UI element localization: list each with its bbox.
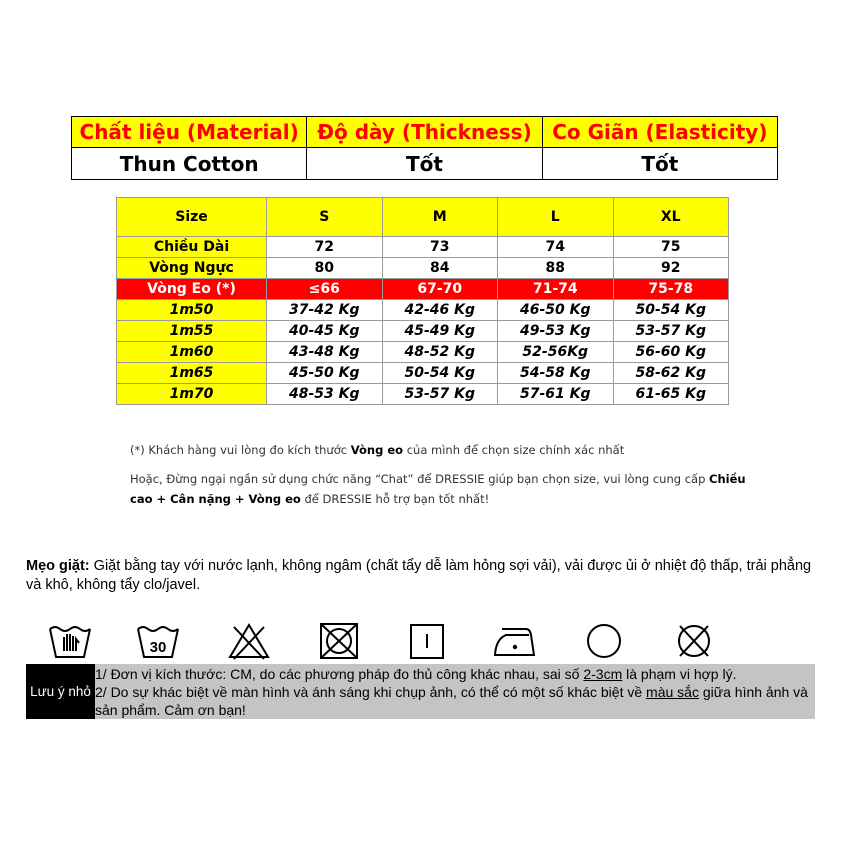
size-cell: 67-70 — [382, 279, 498, 300]
row-label: 1m60 — [117, 342, 267, 363]
size-header-cell: S — [267, 198, 383, 237]
row-label: Chiều Dài — [117, 237, 267, 258]
no-dry-clean-icon — [671, 621, 717, 661]
size-cell: 80 — [267, 258, 383, 279]
size-header-row — [117, 198, 729, 237]
notice-line-1: 1/ Đơn vị kích thước: CM, do các phương pháp đo thủ công khác nhau, sai số 2-3cm là phạm vi hợp lý. — [95, 666, 737, 682]
size-cell: 58-62 Kg — [613, 363, 729, 384]
size-cell: 42-46 Kg — [382, 300, 498, 321]
size-cell: 57-61 Kg — [498, 384, 614, 405]
hand-wash-icon — [47, 621, 93, 661]
care-tip-text: Giặt bằng tay với nước lạnh, không ngâm (chất tẩy dễ làm hỏng sợi vải), vải được ủi ở nhiệt độ thấp, trải phẳng và khô, không tẩy clo/javel. — [26, 558, 812, 593]
size-cell: 75 — [613, 237, 729, 258]
size-header-cell: M — [382, 198, 498, 237]
size-row-height-155 — [117, 321, 729, 342]
size-cell: 84 — [382, 258, 498, 279]
size-cell: ≤66 — [267, 279, 383, 300]
wash-temp-label: 30 — [149, 639, 167, 656]
size-row-waist — [117, 279, 729, 300]
size-cell: 49-53 Kg — [498, 321, 614, 342]
size-cell: 75-78 — [613, 279, 729, 300]
dry-clean-icon — [581, 621, 627, 661]
size-cell: 72 — [267, 237, 383, 258]
thickness-header: Độ dày (Thickness) — [307, 117, 542, 148]
wash-30-icon — [135, 621, 181, 661]
line-dry-icon — [404, 621, 450, 661]
row-label: 1m70 — [117, 384, 267, 405]
size-cell: 37-42 Kg — [267, 300, 383, 321]
notice-text — [95, 665, 813, 719]
size-cell: 52-56Kg — [498, 342, 614, 363]
size-cell: 50-54 Kg — [613, 300, 729, 321]
notice-box — [26, 664, 815, 719]
iron-low-heat-icon — [492, 621, 538, 661]
size-header-cell: XL — [613, 198, 729, 237]
material-header: Chất liệu (Material) — [72, 117, 307, 148]
size-header-cell: Size — [117, 198, 267, 237]
care-tip-label: Mẹo giặt: — [26, 558, 90, 574]
material-value-row — [72, 148, 778, 180]
no-tumble-dry-icon — [316, 621, 362, 661]
size-row-height-170 — [117, 384, 729, 405]
size-cell: 88 — [498, 258, 614, 279]
row-label: 1m50 — [117, 300, 267, 321]
size-cell: 43-48 Kg — [267, 342, 383, 363]
size-cell: 92 — [613, 258, 729, 279]
size-cell: 53-57 Kg — [382, 384, 498, 405]
size-cell: 48-53 Kg — [267, 384, 383, 405]
elasticity-header: Co Giãn (Elasticity) — [542, 117, 777, 148]
thickness-value: Tốt — [307, 148, 542, 180]
size-row-chest — [117, 258, 729, 279]
material-table — [71, 116, 778, 180]
size-row-height-165 — [117, 363, 729, 384]
size-cell: 61-65 Kg — [613, 384, 729, 405]
size-cell: 50-54 Kg — [382, 363, 498, 384]
size-cell: 71-74 — [498, 279, 614, 300]
size-cell: 56-60 Kg — [613, 342, 729, 363]
size-cell: 46-50 Kg — [498, 300, 614, 321]
size-header-cell: L — [498, 198, 614, 237]
size-cell: 73 — [382, 237, 498, 258]
row-label: Vòng Eo (*) — [117, 279, 267, 300]
material-value: Thun Cotton — [72, 148, 307, 180]
chat-note: Hoặc, Đừng ngại ngần sử dụng chức năng “Chat” để DRESSIE giúp bạn chọn size, vui lòng cung cấp Chiều cao + Cân nặng + Vòng eo để DRESSIE hỗ trợ bạn tốt nhất! — [130, 472, 746, 506]
size-cell: 74 — [498, 237, 614, 258]
no-bleach-icon — [226, 621, 272, 661]
size-row-length — [117, 237, 729, 258]
row-label: Vòng Ngực — [117, 258, 267, 279]
size-cell: 40-45 Kg — [267, 321, 383, 342]
size-cell: 45-50 Kg — [267, 363, 383, 384]
size-row-height-160 — [117, 342, 729, 363]
size-cell: 54-58 Kg — [498, 363, 614, 384]
waist-note: (*) Khách hàng vui lòng đo kích thước Vòng eo của mình để chọn size chính xác nhất — [130, 443, 625, 457]
row-label: 1m65 — [117, 363, 267, 384]
notice-label: Lưu ý nhỏ — [26, 664, 95, 719]
size-row-height-150 — [117, 300, 729, 321]
care-tip — [26, 557, 826, 595]
material-header-row — [72, 117, 778, 148]
notice-line-2: 2/ Do sự khác biệt về màn hình và ánh sáng khi chụp ảnh, có thể có một số khác biệt về màu sắc giữa hình ảnh và sản phẩm. Cảm ơn bạn! — [95, 684, 808, 718]
elasticity-value: Tốt — [542, 148, 777, 180]
size-cell: 53-57 Kg — [613, 321, 729, 342]
size-cell: 45-49 Kg — [382, 321, 498, 342]
size-cell: 48-52 Kg — [382, 342, 498, 363]
size-table — [116, 197, 729, 405]
row-label: 1m55 — [117, 321, 267, 342]
